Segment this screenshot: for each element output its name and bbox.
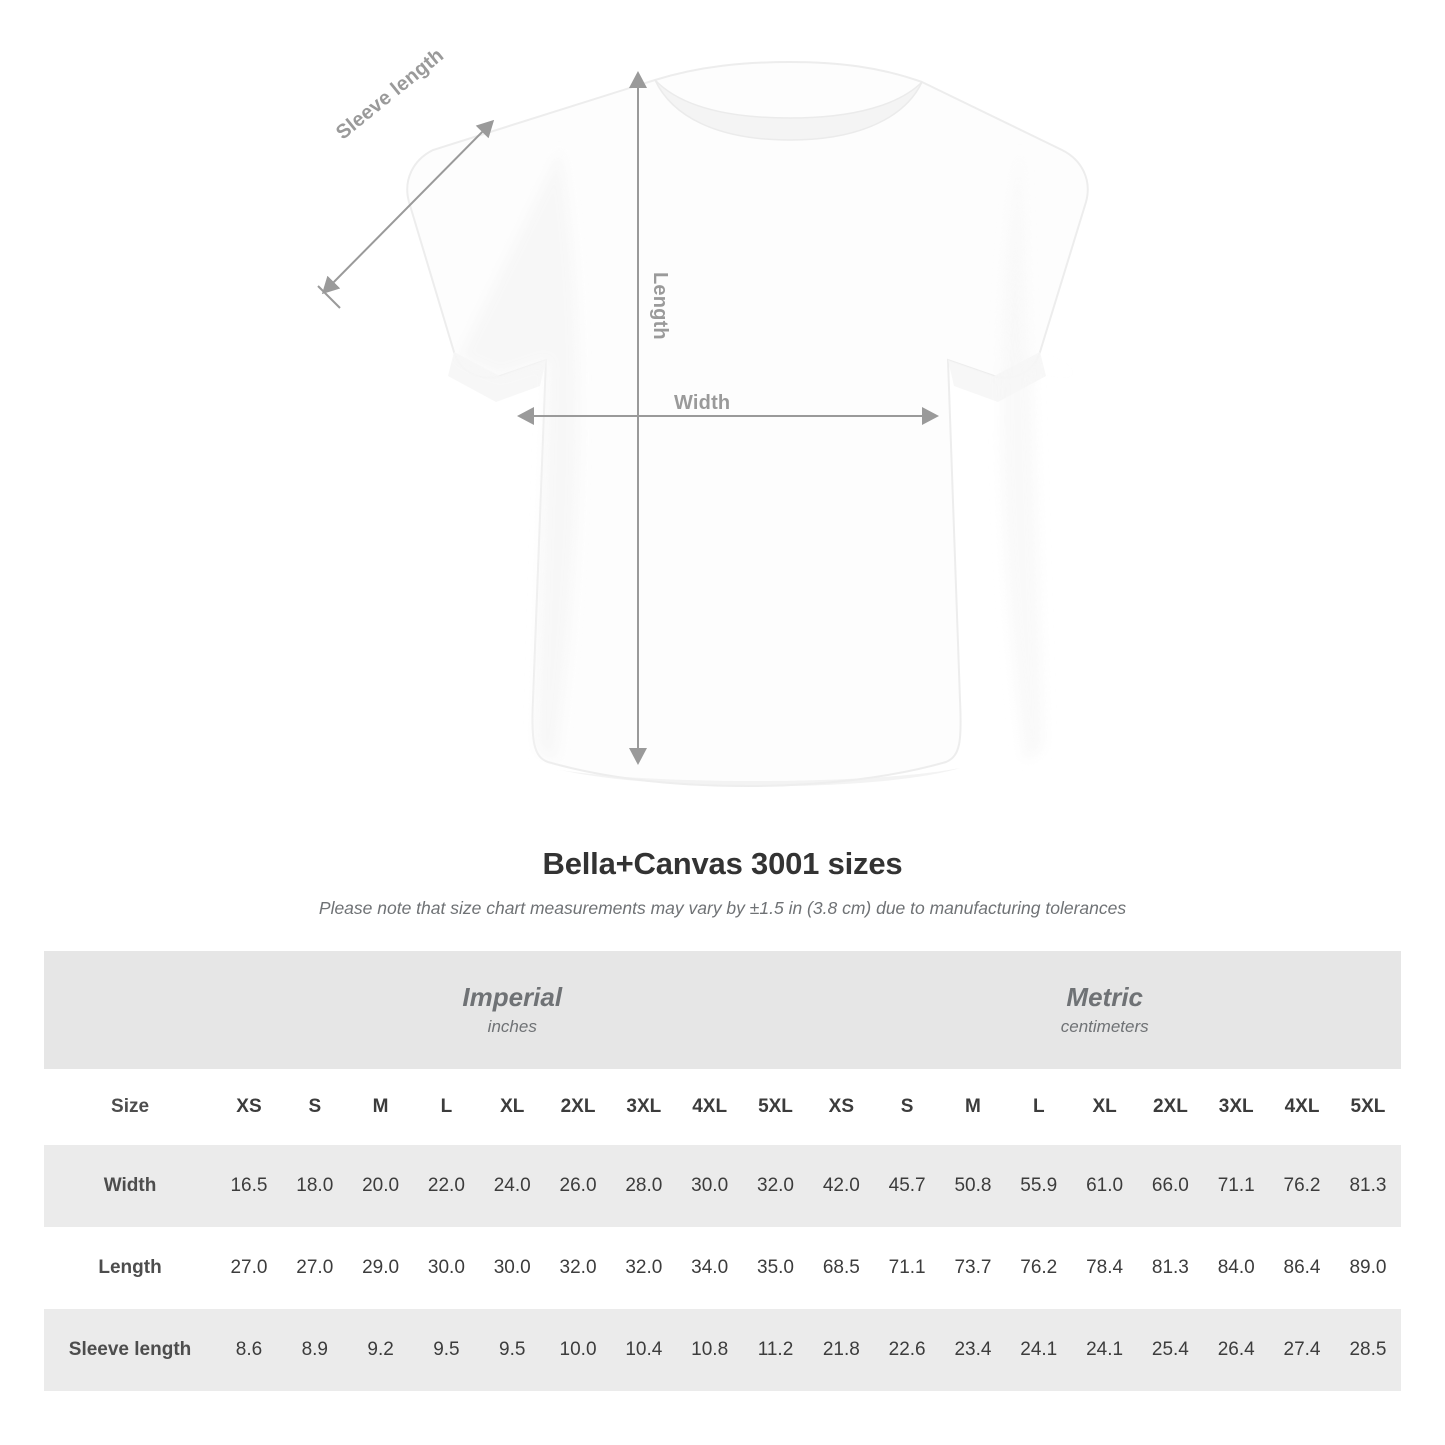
cell-sleeve-met-3xl: 26.4 xyxy=(1217,1339,1255,1360)
cell-sleeve-met-5xl: 28.5 xyxy=(1349,1339,1387,1360)
cell-sleeve-imp-4xl: 10.8 xyxy=(691,1339,729,1360)
cell-length-met-2xl: 81.3 xyxy=(1151,1257,1189,1278)
cell-sleeve-imp-2xl: 10.0 xyxy=(559,1339,597,1360)
metric-name: Metric xyxy=(1066,982,1143,1012)
cell-sleeve-imp-xl: 9.5 xyxy=(499,1339,526,1360)
cell-width-imp-2xl: 26.0 xyxy=(559,1175,597,1196)
cell-length-met-3xl: 84.0 xyxy=(1217,1257,1255,1278)
length-label: Length xyxy=(649,272,671,340)
cell-length-imp-xl: 30.0 xyxy=(493,1257,531,1278)
cell-width-imp-s: 18.0 xyxy=(296,1175,334,1196)
cell-length-met-s: 71.1 xyxy=(888,1257,926,1278)
metric-sub: centimeters xyxy=(1060,1016,1149,1036)
cell-length-met-xl: 78.4 xyxy=(1086,1257,1124,1278)
col-header-met-xs: XS xyxy=(828,1096,854,1117)
cell-length-imp-l: 30.0 xyxy=(427,1257,465,1278)
cell-length-met-l: 76.2 xyxy=(1020,1257,1058,1278)
table-row xyxy=(44,1145,1401,1227)
col-header-imp-xl: XL xyxy=(500,1096,525,1117)
size-header-row xyxy=(44,1069,1401,1145)
col-header-imp-l: L xyxy=(440,1096,453,1117)
unit-header-imperial xyxy=(216,951,808,1069)
cell-length-imp-4xl: 34.0 xyxy=(691,1257,729,1278)
cell-sleeve-met-s: 22.6 xyxy=(888,1339,926,1360)
col-header-imp-xs: XS xyxy=(236,1096,262,1117)
imperial-sub: inches xyxy=(487,1016,537,1036)
cell-length-met-xs: 68.5 xyxy=(822,1257,860,1278)
col-header-imp-s: S xyxy=(308,1096,322,1117)
row-label-sleeve-length: Sleeve length xyxy=(68,1339,192,1360)
shirt-shape xyxy=(407,62,1087,786)
col-header-met-l: L xyxy=(1032,1096,1045,1117)
cell-sleeve-met-m: 23.4 xyxy=(954,1339,992,1360)
cell-length-met-5xl: 89.0 xyxy=(1349,1257,1387,1278)
cell-width-imp-3xl: 28.0 xyxy=(625,1175,663,1196)
tolerance-note: Please note that size chart measurements may vary by ±1.5 in (3.8 cm) due to manufacturing tolerances xyxy=(318,898,1127,918)
cell-sleeve-met-xl: 24.1 xyxy=(1086,1339,1124,1360)
cell-width-met-2xl: 66.0 xyxy=(1151,1175,1189,1196)
cell-sleeve-imp-s: 8.9 xyxy=(301,1339,328,1360)
table-row xyxy=(44,1309,1401,1391)
col-header-met-xl: XL xyxy=(1092,1096,1117,1117)
cell-length-imp-s: 27.0 xyxy=(296,1257,334,1278)
cell-width-met-s: 45.7 xyxy=(888,1175,926,1196)
unit-header-spacer xyxy=(44,951,216,1069)
page-title: Bella+Canvas 3001 sizes xyxy=(542,846,903,881)
cell-sleeve-imp-m: 9.2 xyxy=(367,1339,394,1360)
cell-length-imp-3xl: 32.0 xyxy=(625,1257,663,1278)
cell-width-imp-5xl: 32.0 xyxy=(757,1175,794,1196)
cell-width-met-xs: 42.0 xyxy=(822,1175,860,1196)
col-header-imp-4xl: 4XL xyxy=(692,1096,728,1117)
col-header-met-2xl: 2XL xyxy=(1152,1096,1188,1117)
col-header-met-3xl: 3XL xyxy=(1218,1096,1254,1117)
cell-sleeve-met-l: 24.1 xyxy=(1020,1339,1058,1360)
size-table-wrap xyxy=(44,951,1401,1391)
row-label-width: Width xyxy=(103,1175,157,1196)
unit-header-metric xyxy=(808,951,1401,1069)
cell-sleeve-met-2xl: 25.4 xyxy=(1151,1339,1189,1360)
col-header-imp-m: M xyxy=(372,1096,389,1117)
cell-sleeve-met-4xl: 27.4 xyxy=(1283,1339,1321,1360)
cell-width-met-5xl: 81.3 xyxy=(1349,1175,1387,1196)
col-header-met-m: M xyxy=(965,1096,981,1117)
size-row-label: Size xyxy=(111,1096,150,1117)
cell-length-imp-2xl: 32.0 xyxy=(559,1257,597,1278)
cell-width-met-m: 50.8 xyxy=(954,1175,992,1196)
cell-sleeve-imp-xs: 8.6 xyxy=(235,1339,263,1360)
col-header-imp-5xl: 5XL xyxy=(758,1096,793,1117)
cell-sleeve-imp-l: 9.5 xyxy=(433,1339,460,1360)
cell-sleeve-imp-5xl: 11.2 xyxy=(757,1339,794,1360)
col-header-met-5xl: 5XL xyxy=(1350,1096,1386,1117)
sleeve-length-label: Sleeve length xyxy=(332,44,449,145)
table-row xyxy=(44,1227,1401,1309)
width-label: Width xyxy=(674,392,731,414)
col-header-met-s: S xyxy=(900,1096,914,1117)
col-header-imp-3xl: 3XL xyxy=(626,1096,662,1117)
size-table xyxy=(44,951,1401,1391)
cell-sleeve-imp-3xl: 10.4 xyxy=(625,1339,663,1360)
cell-width-met-l: 55.9 xyxy=(1020,1175,1058,1196)
cell-length-imp-xs: 27.0 xyxy=(230,1257,268,1278)
title-block xyxy=(0,846,1445,919)
row-label-length: Length xyxy=(98,1257,162,1278)
unit-header-row xyxy=(44,951,1401,1069)
cell-width-imp-4xl: 30.0 xyxy=(691,1175,729,1196)
cell-width-met-4xl: 76.2 xyxy=(1283,1175,1321,1196)
cell-width-imp-xs: 16.5 xyxy=(230,1175,268,1196)
col-header-met-4xl: 4XL xyxy=(1284,1096,1320,1117)
cell-length-imp-m: 29.0 xyxy=(362,1257,400,1278)
cell-width-met-xl: 61.0 xyxy=(1086,1175,1124,1196)
cell-width-imp-l: 22.0 xyxy=(427,1175,465,1196)
imperial-name: Imperial xyxy=(462,982,563,1012)
col-header-imp-2xl: 2XL xyxy=(560,1096,596,1117)
cell-width-imp-m: 20.0 xyxy=(362,1175,400,1196)
cell-sleeve-met-xs: 21.8 xyxy=(822,1339,860,1360)
cell-width-met-3xl: 71.1 xyxy=(1217,1175,1255,1196)
cell-width-imp-xl: 24.0 xyxy=(493,1175,531,1196)
cell-length-met-m: 73.7 xyxy=(954,1257,992,1278)
cell-length-met-4xl: 86.4 xyxy=(1283,1257,1321,1278)
cell-length-imp-5xl: 35.0 xyxy=(757,1257,794,1278)
